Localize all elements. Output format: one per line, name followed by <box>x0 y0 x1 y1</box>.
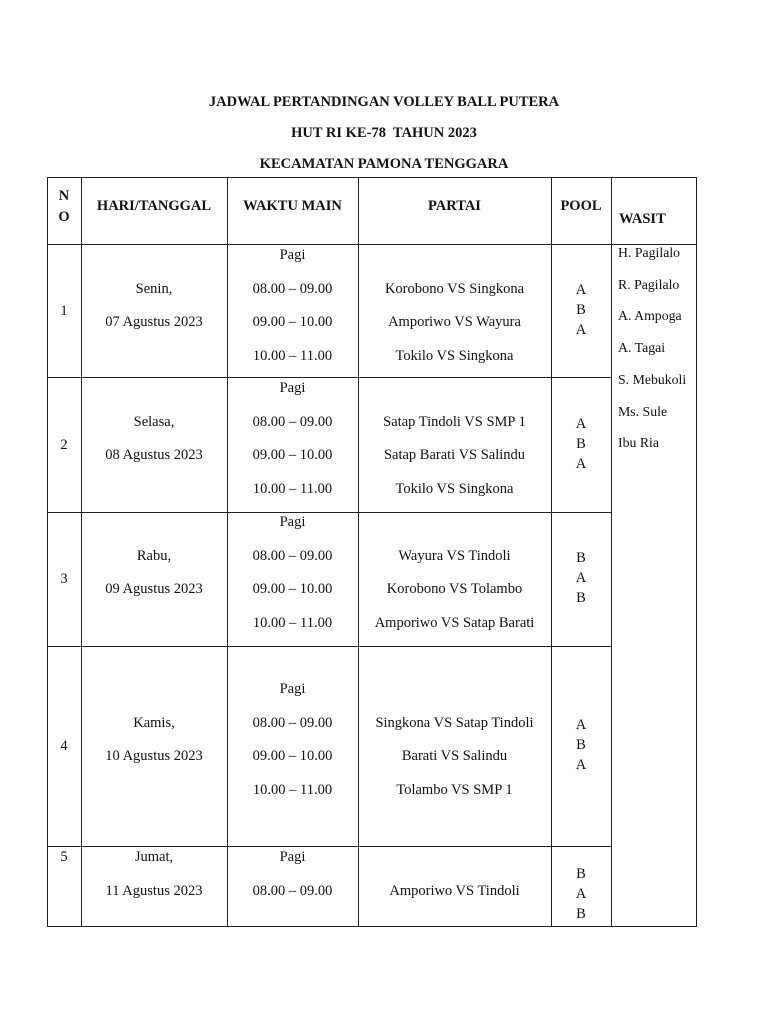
row-match: Satap Tindoli VS SMP 1 <box>383 413 526 430</box>
row-match: Wayura VS Tindoli <box>398 547 511 564</box>
header-no-bottom: O <box>58 209 70 225</box>
title-line-2: HUT RI KE-78 TAHUN 2023 <box>291 125 477 141</box>
row-session: Pagi <box>279 247 306 263</box>
wasit-name: Ibu Ria <box>618 435 659 451</box>
row-time: 09.00 – 10.00 <box>252 447 333 463</box>
row-pool-letter: A <box>575 322 587 338</box>
row-number: 1 <box>60 303 68 319</box>
row-match: Amporiwo VS Satap Barati <box>374 614 535 631</box>
row-match: Korobono VS Singkona <box>384 280 525 297</box>
wasit-name: Ms. Sule <box>618 403 668 419</box>
row-match: Tolambo VS SMP 1 <box>396 781 513 798</box>
title-line-1: JADWAL PERTANDINGAN VOLLEY BALL PUTERA <box>208 94 560 110</box>
title-line-3: KECAMATAN PAMONA TENGGARA <box>259 156 509 172</box>
wasit-name: R. Pagilalo <box>618 276 680 292</box>
row-match: Amporiwo VS Tindoli <box>389 882 520 899</box>
row-match: Korobono VS Tolambo <box>386 581 523 597</box>
row-divider <box>47 646 612 647</box>
row-date: 08 Agustus 2023 <box>105 447 203 463</box>
wasit-name: H. Pagilalo <box>618 245 681 260</box>
row-number: 4 <box>60 738 68 754</box>
row-day: Selasa, <box>133 413 175 430</box>
header-no-top: N <box>58 188 70 204</box>
row-time: 08.00 – 09.00 <box>252 547 333 564</box>
wasit-name: A. Tagai <box>618 340 666 356</box>
row-match: Barati VS Salindu <box>401 748 508 764</box>
row-match: Satap Barati VS Salindu <box>383 447 526 463</box>
row-time: 10.00 – 11.00 <box>252 480 333 497</box>
table-border-top <box>47 177 697 178</box>
row-day: Senin, <box>135 280 173 297</box>
row-pool-letter: B <box>576 302 586 318</box>
row-pool-letter: A <box>575 886 587 902</box>
row-pool-letter: B <box>576 590 586 606</box>
row-time: 09.00 – 10.00 <box>252 581 333 597</box>
row-match: Tokilo VS Singkona <box>395 347 514 364</box>
header-hari-tanggal: HARI/TANGGAL <box>96 198 212 214</box>
row-session: Pagi <box>279 681 306 697</box>
table-border-right <box>696 177 697 927</box>
row-time: 08.00 – 09.00 <box>252 714 333 731</box>
row-pool-letter: B <box>576 906 586 922</box>
row-number: 5 <box>60 849 68 865</box>
row-divider <box>47 377 612 378</box>
row-pool-letter: B <box>576 436 586 452</box>
header-divider <box>47 244 697 245</box>
header-partai: PARTAI <box>428 198 481 214</box>
row-session: Pagi <box>279 380 306 396</box>
row-match: Singkona VS Satap Tindoli <box>375 714 534 731</box>
row-time: 08.00 – 09.00 <box>252 413 333 430</box>
wasit-name: A. Ampoga <box>618 308 682 324</box>
row-time: 09.00 – 10.00 <box>252 314 333 330</box>
row-date: 07 Agustus 2023 <box>105 314 203 330</box>
table-border-bottom <box>47 926 697 927</box>
row-time: 10.00 – 11.00 <box>252 347 333 364</box>
row-time: 10.00 – 11.00 <box>252 614 333 631</box>
row-pool-letter: B <box>576 866 586 882</box>
row-pool-letter: A <box>575 416 587 432</box>
row-time: 08.00 – 09.00 <box>252 882 333 899</box>
header-pool: POOL <box>560 198 602 214</box>
row-time: 09.00 – 10.00 <box>252 748 333 764</box>
row-date: 10 Agustus 2023 <box>105 748 203 764</box>
row-pool-letter: B <box>576 737 586 753</box>
row-pool-letter: A <box>575 570 587 586</box>
row-date: 11 Agustus 2023 <box>105 882 203 899</box>
row-session: Pagi <box>279 514 306 530</box>
table-border-left <box>47 177 48 927</box>
row-time: 08.00 – 09.00 <box>252 280 333 297</box>
header-wasit: WASIT <box>619 211 666 227</box>
row-match: Amporiwo VS Wayura <box>388 314 521 330</box>
row-day: Kamis, <box>133 714 175 731</box>
column-divider <box>551 177 552 927</box>
row-day: Rabu, <box>136 547 172 564</box>
column-divider <box>611 177 612 927</box>
row-day: Jumat, <box>134 849 174 865</box>
row-number: 3 <box>60 571 68 587</box>
row-time: 10.00 – 11.00 <box>252 781 333 798</box>
row-pool-letter: A <box>575 717 587 733</box>
header-waktu-main: WAKTU MAIN <box>243 198 342 214</box>
row-session: Pagi <box>279 849 306 865</box>
row-date: 09 Agustus 2023 <box>105 581 203 597</box>
wasit-name: S. Mebukoli <box>618 371 687 387</box>
row-pool-letter: B <box>576 550 586 566</box>
row-number: 2 <box>60 437 68 453</box>
row-pool-letter: A <box>575 757 587 773</box>
row-divider <box>47 846 612 847</box>
row-pool-letter: A <box>575 456 587 472</box>
row-pool-letter: A <box>575 282 587 298</box>
row-divider <box>47 512 612 513</box>
row-match: Tokilo VS Singkona <box>395 480 514 497</box>
